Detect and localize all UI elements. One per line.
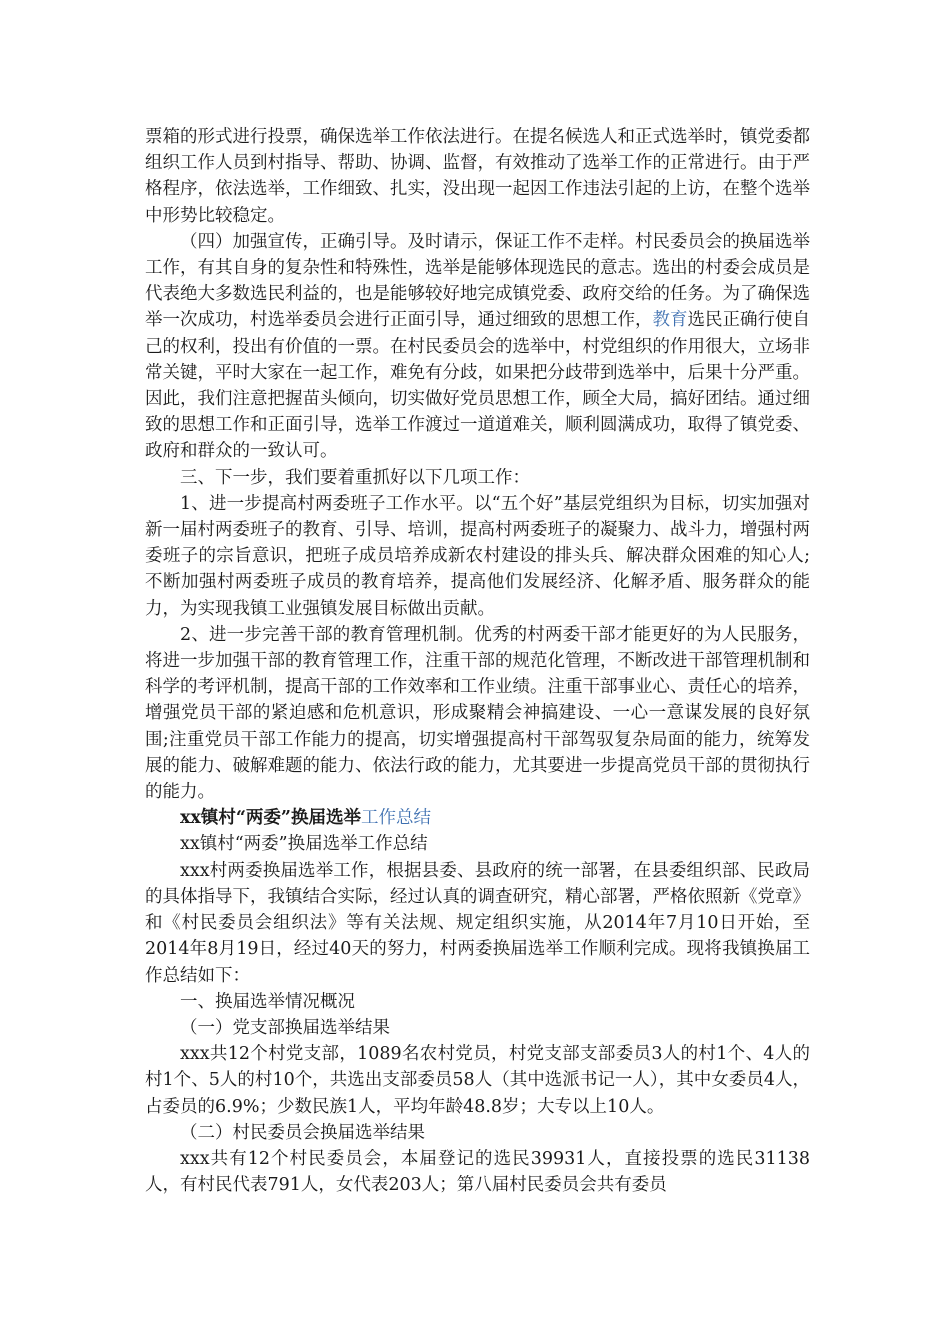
paragraph-intro: xxx村两委换届选举工作，根据县委、县政府的统一部署，在县委组织部、民政局的具体指导下，我镇结合实际，经过认真的调查研究，精心部署，严格依照新《党章》和《村民委员会组织法》等有关法规、规定组织实施，从2014年7月10日开始，至2014年8月19日，经过40天的努力，村两委换届选举工作顺利完成。现将我镇换届工作总结如下： (145, 860, 810, 986)
paragraph-party-branch-results: xxx共12个村党支部，1089名农村党员，村党支部支部委员3人的村1个、4人的村1个、5人的村10个，共选出支部委员58人（其中选派书记一人），其中女委员4人，占委员的6.9%；少数民族1人，平均年龄48.8岁；大专以上10人。 (145, 1044, 810, 1117)
paragraph-publicity (145, 229, 810, 465)
education-link[interactable]: 教育 (652, 310, 688, 331)
section-heading-next-steps: 三、下一步，我们要着重抓好以下几项工作： (180, 467, 530, 488)
paragraph-text: （四）加强宣传，正确引导。及时请示，保证工作不走样。村民委员会的换届选举工作，有其自身的复杂性和特殊性，选举是能够体现选民的意志。选出的村委会成员是代表绝大多数选民利益的，也是能够较好地完成镇党委、政府交给的任务。为了确保选举一次成功，村选举委员会进行正面引导，通过细致的思想工作， (145, 231, 810, 331)
section-heading-overview: 一、换届选举情况概况 (180, 991, 355, 1012)
paragraph-item-1: 1、进一步提高村两委班子工作水平。以“五个好”基层党组织为目标，切实加强对新一届村两委班子的教育、引导、培训，提高村两委班子的凝聚力、战斗力，增强村两委班子的宗旨意识，把班子成员培养成新农村建设的排头兵、解决群众困难的知心人;不断加强村两委班子成员的教育培养，提高他们发展经济、化解矛盾、服务群众的能力，为实现我镇工业强镇发展目标做出贡献。 (145, 493, 810, 619)
subsection-heading-village-committee: （二）村民委员会换届选举结果 (180, 1122, 425, 1143)
subsection-heading-party-branch: （一）党支部换届选举结果 (180, 1017, 390, 1038)
title-text: xx镇村“两委”换届选举 (180, 808, 361, 829)
paragraph-text: 选民正确行使自己的权利，投出有价值的一票。在村民委员会的选举中，村党组织的作用很大，立场非常关键，平时大家在一起工作，难免有分歧，如果把分歧带到选举中，后果十分严重。因此，我们注意把握苗头倾向，切实做好党员思想工作，顾全大局，搞好团结。通过细致的思想工作和正面引导，选举工作渡过一道道难关，顺利圆满成功，取得了镇党委、政府和群众的一致认可。 (145, 310, 810, 462)
paragraph-village-committee-results: xxx共有12个村民委员会，本届登记的选民39931人，直接投票的选民31138人，有村民代表791人，女代表203人；第八届村民委员会共有委员 (145, 1148, 810, 1196)
document-title (145, 805, 810, 831)
document-subtitle: xx镇村“两委”换届选举工作总结 (180, 834, 428, 855)
paragraph-continuation: 票箱的形式进行投票，确保选举工作依法进行。在提名候选人和正式选举时，镇党委都组织工作人员到村指导、帮助、协调、监督，有效推动了选举工作的正常进行。由于严格程序，依法选举，工作细致、扎实，没出现一起因工作违法引起的上访，在整个选举中形势比较稳定。 (145, 127, 810, 226)
work-summary-link[interactable]: 工作总结 (361, 808, 431, 829)
paragraph-item-2: 2、进一步完善干部的教育管理机制。优秀的村两委干部才能更好的为人民服务，将进一步加强干部的教育管理工作，注重干部的规范化管理，不断改进干部管理机制和科学的考评机制，提高干部的工作效率和工作业绩。注重干部事业心、责任心的培养，增强党员干部的紧迫感和危机意识，形成聚精会神搞建设、一心一意谋发展的良好氛围;注重党员干部工作能力的提高，切实增强提高村干部驾驭复杂局面的能力，统筹发展的能力、破解难题的能力、依法行政的能力，尤其要进一步提高党员干部的贯彻执行的能力。 (145, 624, 810, 803)
document-body (145, 124, 810, 1198)
